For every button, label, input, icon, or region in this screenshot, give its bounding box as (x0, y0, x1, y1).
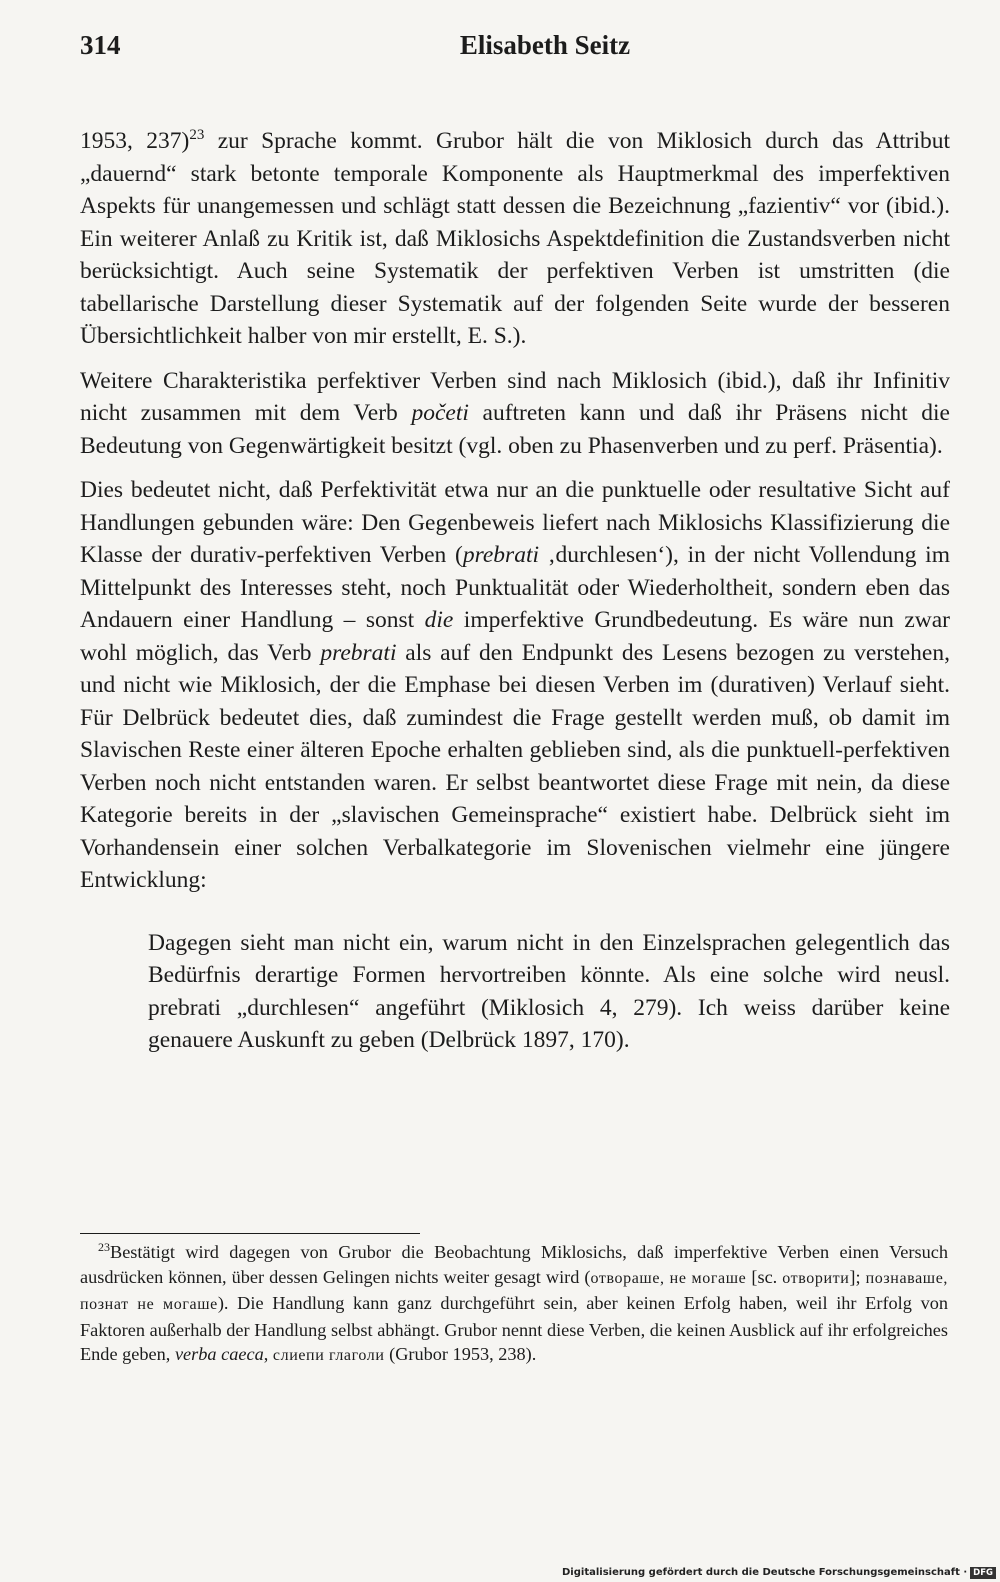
paragraph-3: Dies bedeutet nicht, daß Perfektivität etwa nur an die punktuelle oder resultative Sicht auf Handlungen gebunden wäre: Den Gegenbeweis liefert nach Miklosichs Klassifizierung die Klasse der durativ-perfektiven Verben (prebrati ‚durchlesen‘), in der nicht Vollendung im Mittelpunkt des Interesses steht, noch Punktualität oder Wiederholtheit, sondern eben das Andauern einer Handlung – sonst die imperfektive Grundbedeutung. Es wäre nun zwar wohl möglich, das Verb prebrati als auf den Endpunkt des Lesens bezogen zu verstehen, und nicht wie Miklosich, der die Emphase bei diesen Verben im (durativen) Verlauf sieht. Für Delbrück bedeutet dies, daß zumindest die Frage gestellt werden muß, ob damit im Slavischen Reste einer älteren Epoche erhalten geblieben sind, als die punktuell-perfektiven Verben noch nicht entstanden waren. Er selbst beantwortet diese Frage mit nein, da diese Kategorie bereits in der „slavischen Gemeinsprache“ existiert habe. Delbrück sieht im Vorhandensein einer solchen Verbalkategorie im Slovenischen vielmehr eine jüngere Entwicklung: (80, 477, 951, 893)
digitization-credit (562, 1565, 996, 1580)
cyrillic-example: слиепи глаголи (272, 1347, 385, 1365)
cyrillic-example: отворити (782, 1269, 850, 1287)
block-quote: Dagegen sieht man nicht ein, warum nicht in den Einzelsprachen gelegentlich das Bedürfnis derartige Formen hervortreiben könnte. Als eine solche wird neusl. prebrati „durchlesen“ angeführt (Miklosich 4, 279). Ich weiss darüber keine genauere Auskunft zu geben (Delbrück 1897, 170). (148, 929, 950, 1053)
page-header (80, 30, 950, 70)
running-head: Elisabeth Seitz (459, 30, 631, 60)
italic-term: prebrati (320, 639, 397, 666)
footnote-reference: 23 (189, 127, 205, 144)
paragraph-2: Weitere Charakteristika perfektiver Verben sind nach Miklosich (ibid.), daß ihr Infinitiv nicht zusammen mit dem Verb početi auftreten kann und daß ihr Präsens nicht die Bedeutung von Gegenwärtigkeit besitzt (vgl. oben zu Phasenverben und zu perf. Präsentia). (80, 367, 950, 459)
italic-term: prebrati (462, 542, 540, 568)
digitization-credit-text: Digitalisierung gefördert durch die Deutsche Forschungsgemeinschaft · (562, 1567, 968, 1578)
cyrillic-example: познаваше, познат не могаше (80, 1269, 949, 1314)
footnote-divider (80, 1233, 420, 1234)
footnotes (80, 1240, 948, 1369)
footnote-number: 23 (98, 1239, 110, 1254)
italic-term: verba caeca (174, 1344, 264, 1365)
cyrillic-example: отвораше, не могаше (590, 1269, 747, 1287)
footnote-23: $^{23}$Bestätigt wird dagegen von Grubor die Beobachtung Miklosichs, daß imperfektive Verben einen Versuch ausdrücken können, über dessen Gelingen nichts weiter gesagt wird (отвораше, не могаше [sc. отворити]; познаваше, познат не могаше). Die Handlung kann ganz durchgeführt sein, aber keinen Erfolg haben, weil ihr Erfolg von Faktoren außerhalb der Handlung selbst abhängt. Grubor nennt diese Verben, die keinen Ausblick auf ihr erfolgreiches Ende geben, verba caeca, слиепи глаголи (Grubor 1953, 238). (80, 1239, 949, 1365)
page-number: 314 (80, 30, 121, 60)
italic-term: die (424, 607, 454, 633)
paragraph-1: 1953, 237)$^{23}$ zur Sprache kommt. Grubor hält die von Miklosich durch das Attribut „dauernd“ stark betonte temporale Komponente als Hauptmerkmal des imperfektiven Aspekts für unangemessen und schlägt statt dessen die Bezeichnung „fazientiv“ vor (ibid.). Ein weiterer Anlaß zu Kritik ist, daß Miklosichs Aspektdefinition die Zustandsverben nicht berücksichtigt. Auch seine Systematik der perfektiven Verben ist umstritten (die tabellarische Darstellung dieser Systematik auf der folgenden Seite wurde der besseren Übersichtlichkeit halber von mir erstellt, E. S.). (80, 127, 951, 349)
italic-term: početi (411, 400, 469, 426)
dfg-logo-icon: DFG (970, 1567, 996, 1579)
main-text (80, 125, 950, 1057)
